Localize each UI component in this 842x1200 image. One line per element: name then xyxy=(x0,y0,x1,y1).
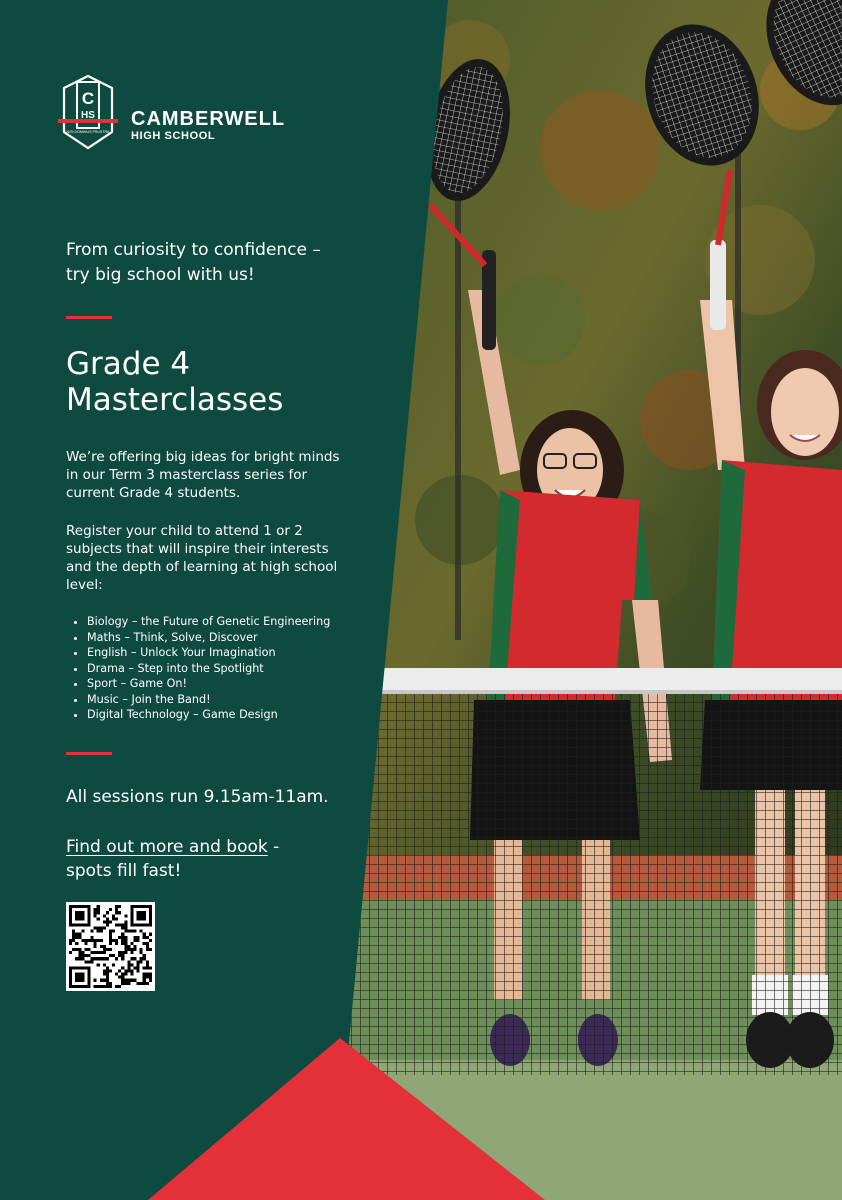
register-line-1: Register your child to attend 1 or 2 xyxy=(66,523,303,539)
cta-line-2: spots fill fast! xyxy=(66,861,182,881)
school-crest-icon xyxy=(58,74,118,152)
tagline-line-2: try big school with us! xyxy=(66,265,255,285)
crest-letter-c: C xyxy=(81,89,95,108)
list-item: • Maths – Think, Solve, Discover xyxy=(87,630,397,646)
list-item: • English – Unlock Your Imagination xyxy=(87,645,397,661)
call-to-action xyxy=(66,835,386,883)
list-item: • Digital Technology – Game Design xyxy=(87,707,397,723)
register-line-4: level: xyxy=(66,577,103,593)
qr-code-icon[interactable] xyxy=(66,902,155,991)
title-line-1: Grade 4 xyxy=(66,346,191,382)
crest-motto: NISI DOMINUS FRUSTRA xyxy=(66,130,110,134)
register-line-3: and the depth of learning at high school xyxy=(66,559,338,575)
register-paragraph xyxy=(66,522,366,594)
tagline-line-1: From curiosity to confidence – xyxy=(66,240,321,260)
subject-list xyxy=(66,614,397,723)
list-item: • Music – Join the Band! xyxy=(87,692,397,708)
sessions-text: All sessions run 9.15am-11am. xyxy=(66,787,329,807)
cta-suffix: - xyxy=(267,837,280,857)
intro-line-2: in our Term 3 masterclass series for xyxy=(66,467,308,483)
find-out-more-link[interactable]: Find out more and book xyxy=(66,837,268,857)
tagline xyxy=(66,238,366,288)
brand-name: CAMBERWELL xyxy=(131,108,286,130)
intro-line-3: current Grade 4 students. xyxy=(66,485,241,501)
brand-wordmark xyxy=(131,108,285,143)
crest-letter-hs: HS xyxy=(81,110,95,121)
intro-paragraph xyxy=(66,448,366,502)
intro-line-1: We’re offering big ideas for bright minds xyxy=(66,449,340,465)
list-item: • Biology – the Future of Genetic Engineering xyxy=(87,614,397,630)
divider-1 xyxy=(66,316,112,319)
list-item: • Sport – Game On! xyxy=(87,676,397,692)
divider-2 xyxy=(66,752,112,755)
title-line-2: Masterclasses xyxy=(66,382,284,418)
page-title xyxy=(66,346,396,418)
list-item: • Drama – Step into the Spotlight xyxy=(87,661,397,677)
brand-subtitle: HIGH SCHOOL xyxy=(131,130,216,142)
register-line-2: subjects that will inspire their interests xyxy=(66,541,329,557)
